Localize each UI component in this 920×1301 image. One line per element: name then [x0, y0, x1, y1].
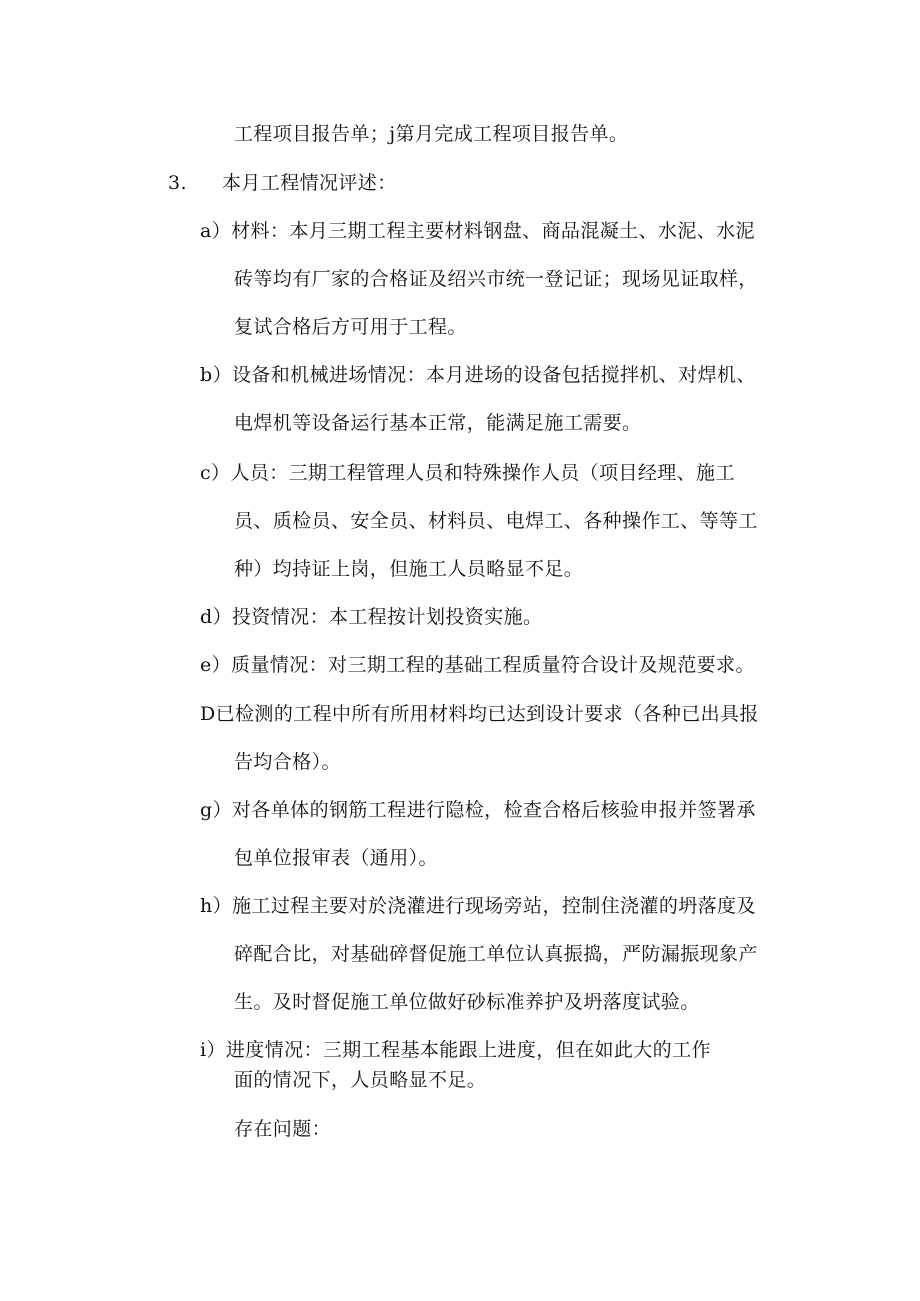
item-i-line-1: i）进度情况：三期工程基本能跟上进度，但在如此大的工作: [200, 1039, 711, 1061]
item-h-line-2: 碎配合比，对基础碎督促施工单位认真振捣，严防漏振现象产: [234, 943, 758, 965]
item-c-line-1: c）人员：三期工程管理人员和特殊操作人员（项目经理、施工: [200, 462, 735, 484]
item-f-line-1: D已检测的工程中所有所用材料均已达到设计要求（各种已出具报: [200, 703, 759, 725]
item-h-line-3: 生。及时督促施工单位做好砂标准养护及坍落度试验。: [234, 991, 700, 1013]
text-line-report-forms: 工程项目报告单；j第月完成工程项目报告单。: [234, 123, 629, 145]
item-b-line-2: 电焊机等设备运行基本正常，能满足施工需要。: [234, 412, 642, 434]
item-d-line-1: d）投资情况：本工程按计划投资实施。: [200, 606, 543, 628]
item-i-line-2: 面的情况下，人员略显不足。: [234, 1069, 487, 1091]
item-a-line-2: 砖等均有厂家的合格证及绍兴市统一登记证；现场见证取样，: [234, 268, 758, 290]
issues-heading: 存在问题：: [234, 1118, 332, 1140]
item-g-line-2: 包单位报审表（通用）。: [234, 847, 438, 869]
item-b-line-1: b）设备和机械进场情况：本月进场的设备包括搅拌机、对焊机、: [200, 364, 756, 386]
item-f-line-2: 告均合格）。: [234, 751, 341, 773]
section-heading: 本月工程情况评述：: [222, 172, 397, 194]
item-a-line-3: 复试合格后方可用于工程。: [234, 316, 467, 338]
item-g-line-1: g）对各单体的钢筋工程进行隐检，检查合格后核验申报并签署承: [200, 799, 756, 821]
item-h-line-1: h）施工过程主要对於浇灌进行现场旁站，控制住浇灌的坍落度及: [200, 895, 756, 917]
item-e-line-1: e）质量情况：对三期工程的基础工程质量符合设计及规范要求。: [200, 654, 755, 676]
item-a-line-1: a）材料：本月三期工程主要材料钢盘、商品混凝土、水泥、水泥: [200, 220, 755, 242]
section-number: 3.: [168, 172, 187, 194]
item-c-line-3: 种）均持证上岗，但施工人员略显不足。: [234, 558, 584, 580]
item-c-line-2: 员、质检员、安全员、材料员、电焊工、各种操作工、等等工: [234, 510, 758, 532]
